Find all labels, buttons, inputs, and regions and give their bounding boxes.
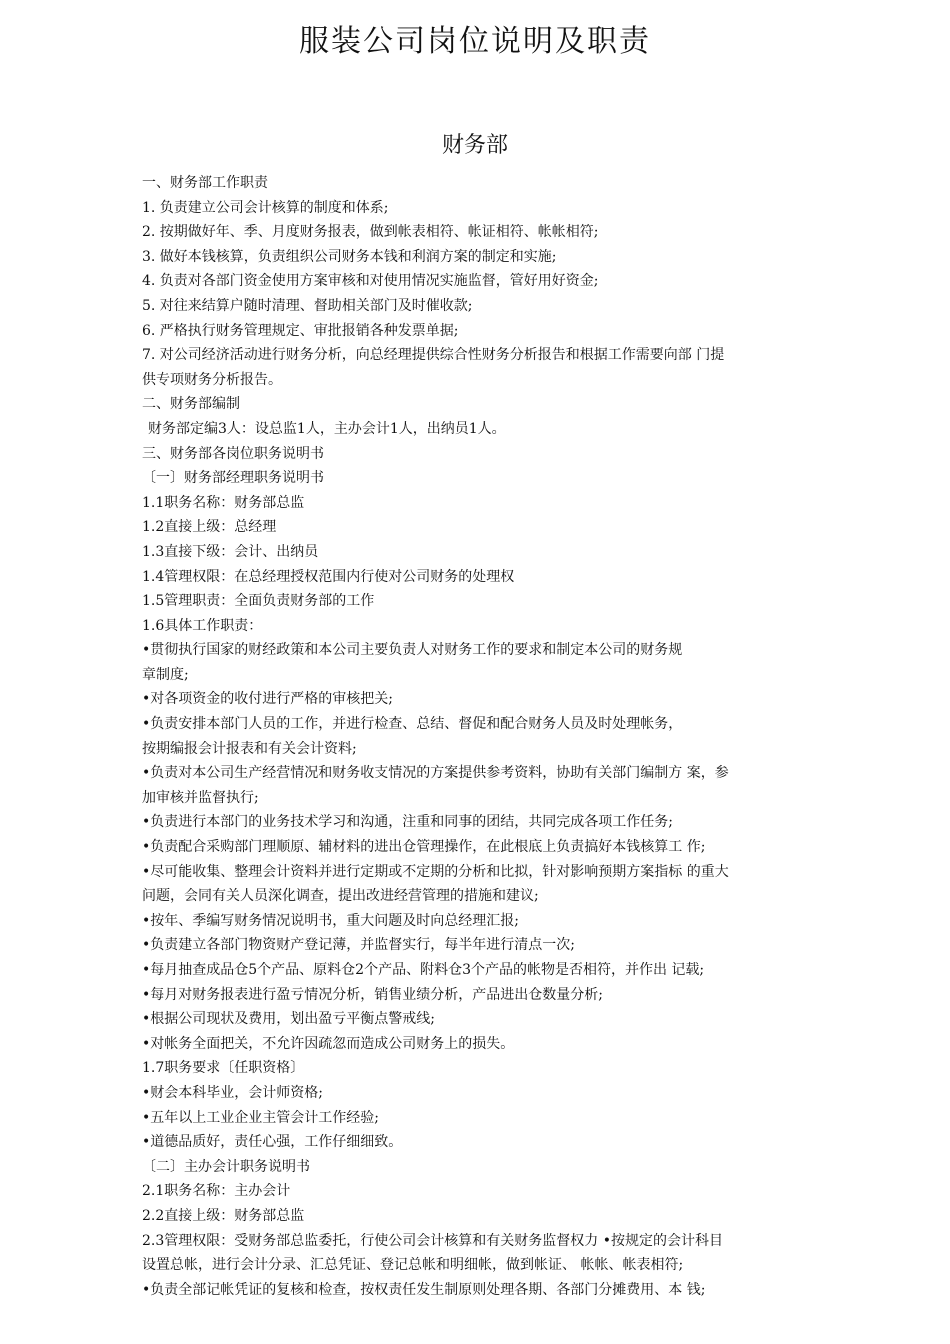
text-line: 章制度; bbox=[142, 666, 189, 683]
text-line: •五年以上工业企业主管会计工作经验; bbox=[142, 1109, 379, 1126]
text-line: 〔二〕主办会计职务说明书 bbox=[142, 1158, 310, 1175]
text-line: •根据公司现状及费用，划出盈亏平衡点警戒线; bbox=[142, 1011, 435, 1028]
text-line: •财会本科毕业，会计师资格; bbox=[142, 1084, 323, 1101]
text-line: •每月对财务报表进行盈亏情况分析，销售业绩分析，产品进出仓数量分析; bbox=[142, 986, 603, 1003]
text-line: 1.6具体工作职责： bbox=[142, 617, 263, 634]
text-line: 一、财务部工作职责 bbox=[142, 175, 268, 191]
text-line: 1.4管理权限：在总经理授权范围内行使对公司财务的处理权 bbox=[142, 568, 515, 585]
text-line: 1. 负责建立公司会计核算的制度和体系; bbox=[142, 199, 389, 216]
text-line: 二、财务部编制 bbox=[142, 396, 240, 413]
text-line: 按期编报会计报表和有关会计资料; bbox=[142, 740, 357, 757]
text-line: 2.2直接上级：财务部总监 bbox=[142, 1207, 305, 1224]
text-line: 2.3管理权限：受财务部总监委托，行使公司会计核算和有关财务监督权力 •按规定的会计科目 bbox=[142, 1232, 723, 1249]
text-line: •对各项资金的收付进行严格的审核把关; bbox=[142, 691, 393, 708]
text-line: •道德品质好，责任心强，工作仔细细致。 bbox=[142, 1134, 403, 1151]
text-line: 5. 对往来结算户随时清理、督助相关部门及时催收款; bbox=[142, 297, 473, 314]
text-line: 问题，会同有关人员深化调查，提出改进经营管理的措施和建议; bbox=[142, 888, 539, 905]
text-line: 〔一〕财务部经理职务说明书 bbox=[142, 470, 324, 487]
text-line: 财务部定编3人：设总监1人，主办会计1人，出纳员1人。 bbox=[148, 420, 506, 437]
text-line: 设置总帐，进行会计分录、汇总凭证、登记总帐和明细帐，做到帐证、 帐帐、帐表相符; bbox=[142, 1257, 684, 1274]
text-line: 2. 按期做好年、季、月度财务报表，做到帐表相符、帐证相符、帐帐相符; bbox=[142, 224, 599, 241]
text-line: •负责配合采购部门理顺原、辅材料的进出仓管理操作，在此根底上负责搞好本钱核算工 作; bbox=[142, 839, 706, 856]
text-line: •负责安排本部门人员的工作，并进行检查、总结、督促和配合财务人员及时处理帐务， bbox=[142, 716, 683, 733]
section-heading-finance: 财务部 bbox=[441, 133, 508, 158]
text-line: •对帐务全面把关，不允许因疏忽而造成公司财务上的损失。 bbox=[142, 1035, 515, 1052]
text-line: 1.2直接上级：总经理 bbox=[142, 519, 277, 536]
text-line: 3. 做好本钱核算，负责组织公司财务本钱和利润方案的制定和实施; bbox=[142, 248, 557, 265]
text-line: 1.3直接下级：会计、出纳员 bbox=[142, 543, 319, 560]
text-line: •每月抽查成品仓5个产品、原料仓2个产品、附料仓3个产品的帐物是否相符，并作出 记载; bbox=[142, 962, 705, 978]
text-line: •按年、季编写财务情况说明书，重大问题及时向总经理汇报; bbox=[142, 912, 519, 929]
text-line: 供专项财务分析报告。 bbox=[142, 371, 282, 388]
text-line: 6. 严格执行财务管理规定、审批报销各种发票单据; bbox=[142, 322, 459, 339]
text-line: •负责全部记帐凭证的复核和检查，按权责任发生制原则处理各期、各部门分摊费用、本 钱; bbox=[142, 1281, 706, 1298]
text-line: •贯彻执行国家的财经政策和本公司主要负责人对财务工作的要求和制定本公司的财务规 bbox=[142, 642, 683, 659]
text-line: 4. 负责对各部门资金使用方案审核和对使用情况实施监督，管好用好资金; bbox=[142, 273, 599, 290]
document-title: 服装公司岗位说明及职责 bbox=[299, 24, 651, 59]
text-line: •尽可能收集、整理会计资料并进行定期或不定期的分析和比拟，针对影响预期方案指标 的重大 bbox=[142, 863, 729, 880]
document-body bbox=[142, 171, 824, 1302]
text-line: 2.1职务名称：主办会计 bbox=[142, 1183, 291, 1200]
text-line: 1.7职务要求〔任职资格〕 bbox=[142, 1060, 305, 1077]
text-line: 1.1职务名称：财务部总监 bbox=[142, 494, 305, 511]
text-line: •负责对本公司生产经营情况和财务收支情况的方案提供参考资料，协助有关部门编制方 案，参 bbox=[142, 765, 729, 782]
text-line: 7. 对公司经济活动进行财务分析，向总经理提供综合性财务分析报告和根据工作需要向部 门提 bbox=[142, 347, 725, 364]
text-line: 1.5管理职责：全面负责财务部的工作 bbox=[142, 593, 375, 610]
text-line: •负责建立各部门物资财产登记薄，并监督实行，每半年进行清点一次; bbox=[142, 937, 575, 954]
text-line: •负责进行本部门的业务技术学习和沟通，注重和同事的团结，共同完成各项工作任务; bbox=[142, 814, 673, 831]
text-line: 加审核并监督执行; bbox=[142, 789, 259, 806]
text-line: 三、财务部各岗位职务说明书 bbox=[142, 445, 324, 462]
